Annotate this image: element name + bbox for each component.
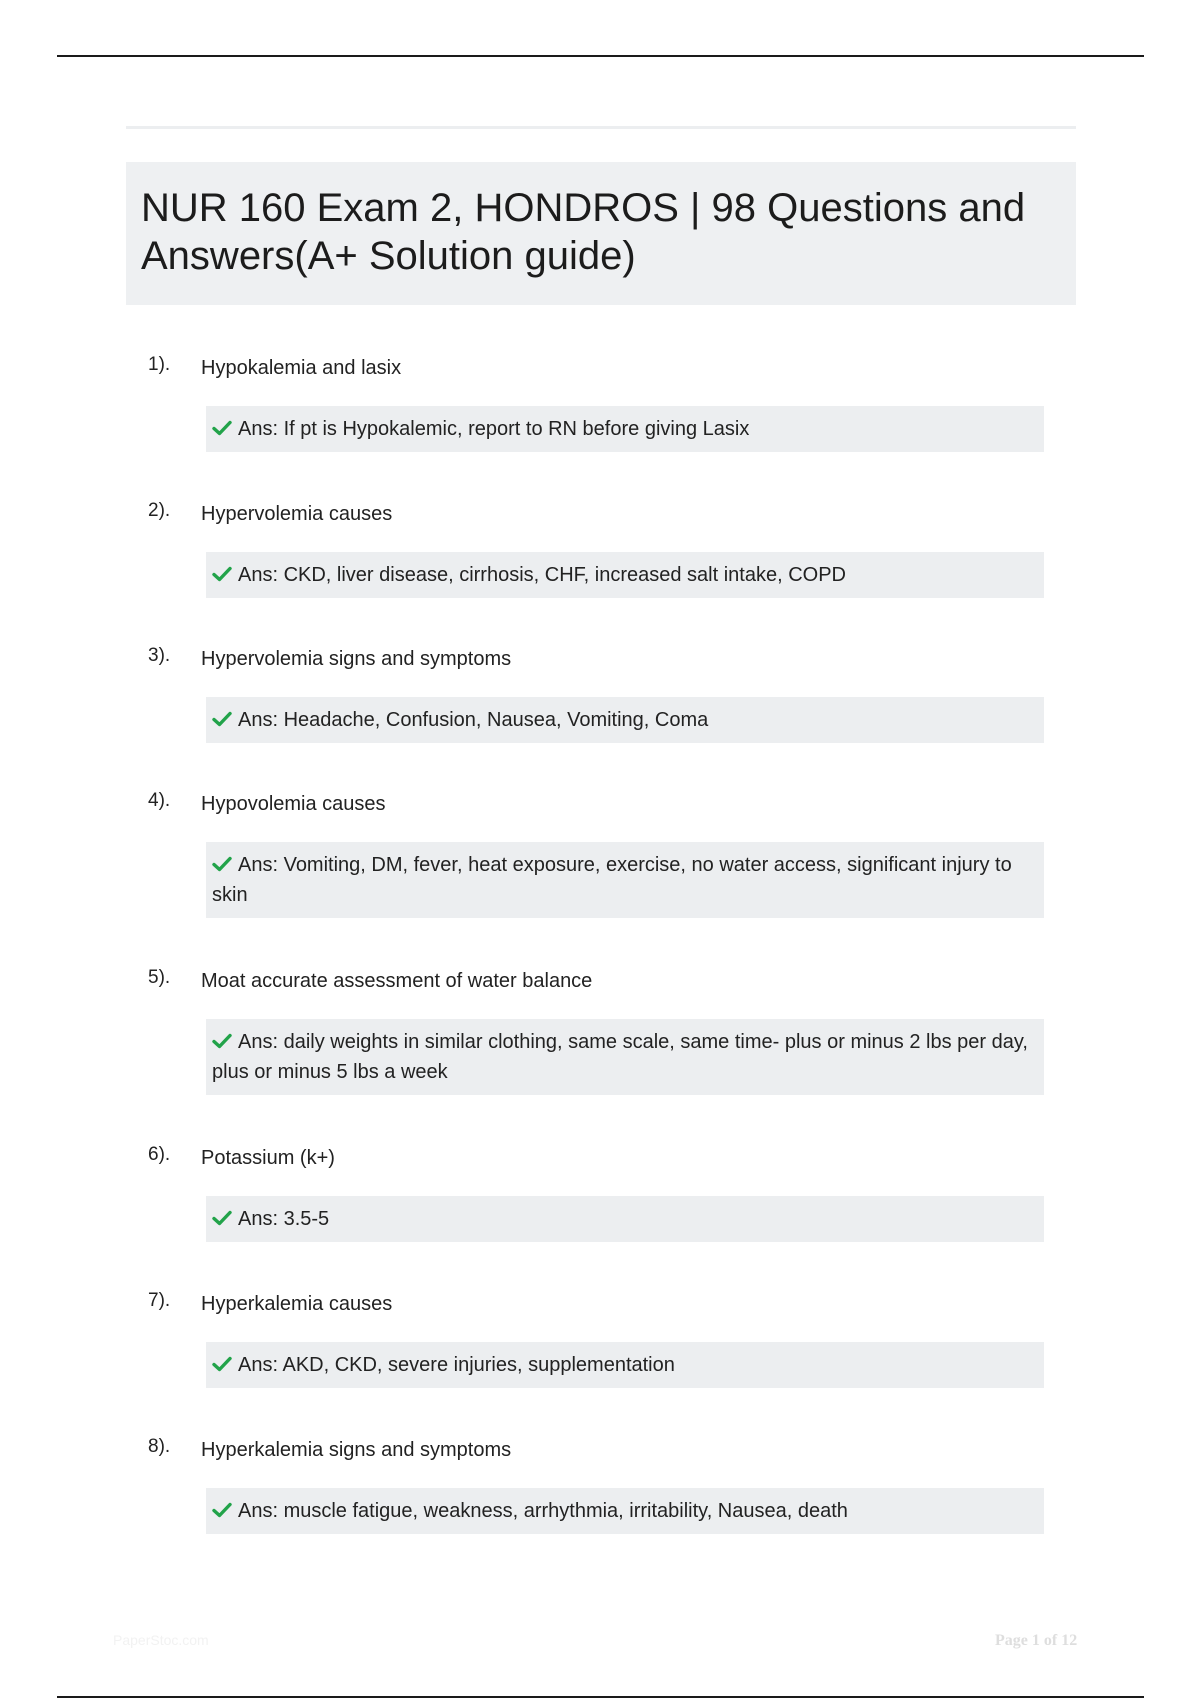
- qa-item: [126, 645, 1076, 731]
- divider: [126, 126, 1076, 129]
- question-text: Hyperkalemia causes: [201, 1293, 393, 1315]
- question-number: 6).: [148, 1144, 171, 1165]
- question-number: 4).: [148, 790, 171, 811]
- check-icon: [212, 420, 232, 436]
- question-text: Hypervolemia signs and symptoms: [201, 648, 512, 670]
- question-text: Moat accurate assessment of water balance: [201, 970, 593, 992]
- question-text: Hypokalemia and lasix: [201, 357, 402, 379]
- check-icon: [212, 711, 232, 727]
- answer-box: [206, 406, 1044, 452]
- question-text: Potassium (k+): [201, 1147, 335, 1169]
- watermark: PaperStoc.com: [113, 1632, 209, 1648]
- answer-box: [206, 1019, 1044, 1095]
- header-rule: [57, 55, 1144, 57]
- check-icon: [212, 1356, 232, 1372]
- answer-box: [206, 842, 1044, 918]
- qa-item: [126, 1144, 1076, 1230]
- answer-text: Ans: CKD, liver disease, cirrhosis, CHF, increased salt intake, COPD: [238, 564, 846, 586]
- qa-item: [126, 500, 1076, 586]
- check-icon: [212, 566, 232, 582]
- question-text: Hyperkalemia signs and symptoms: [201, 1439, 512, 1461]
- answer-text: Ans: Headache, Confusion, Nausea, Vomiting, Coma: [238, 709, 709, 731]
- qa-item: [126, 1436, 1076, 1522]
- page-number: Page 1 of 12: [995, 1632, 1078, 1649]
- question-number: 3).: [148, 645, 171, 666]
- answer-box: [206, 552, 1044, 598]
- title-box: [126, 162, 1076, 305]
- answer-text: Ans: daily weights in similar clothing, same scale, same time- plus or minus 2 lbs per day, plus or minus 5 lbs a week: [212, 1031, 1028, 1083]
- check-icon: [212, 1033, 232, 1049]
- page-title: NUR 160 Exam 2, HONDROS | 98 Questions and Answers(A+ Solution guide): [141, 186, 1026, 278]
- answer-text: Ans: If pt is Hypokalemic, report to RN before giving Lasix: [238, 418, 750, 440]
- qa-item: [126, 790, 1076, 906]
- qa-item: [126, 354, 1076, 440]
- question-number: 1).: [148, 354, 171, 375]
- answer-text: Ans: Vomiting, DM, fever, heat exposure, exercise, no water access, significant injury to skin: [212, 854, 1012, 906]
- question-number: 5).: [148, 967, 171, 988]
- question-text: Hypovolemia causes: [201, 793, 386, 815]
- qa-item: [126, 1290, 1076, 1376]
- answer-box: [206, 1488, 1044, 1534]
- answer-text: Ans: 3.5-5: [238, 1208, 330, 1230]
- question-text: Hypervolemia causes: [201, 503, 393, 525]
- question-number: 2).: [148, 500, 171, 521]
- question-number: 8).: [148, 1436, 171, 1457]
- answer-text: Ans: muscle fatigue, weakness, arrhythmia, irritability, Nausea, death: [238, 1500, 848, 1522]
- check-icon: [212, 856, 232, 872]
- check-icon: [212, 1210, 232, 1226]
- answer-box: [206, 1342, 1044, 1388]
- footer-rule: [57, 1696, 1144, 1698]
- answer-text: Ans: AKD, CKD, severe injuries, supplementation: [238, 1354, 675, 1376]
- qa-item: [126, 967, 1076, 1083]
- question-number: 7).: [148, 1290, 171, 1311]
- check-icon: [212, 1502, 232, 1518]
- answer-box: [206, 697, 1044, 743]
- document-content: [126, 126, 1076, 1522]
- answer-box: [206, 1196, 1044, 1242]
